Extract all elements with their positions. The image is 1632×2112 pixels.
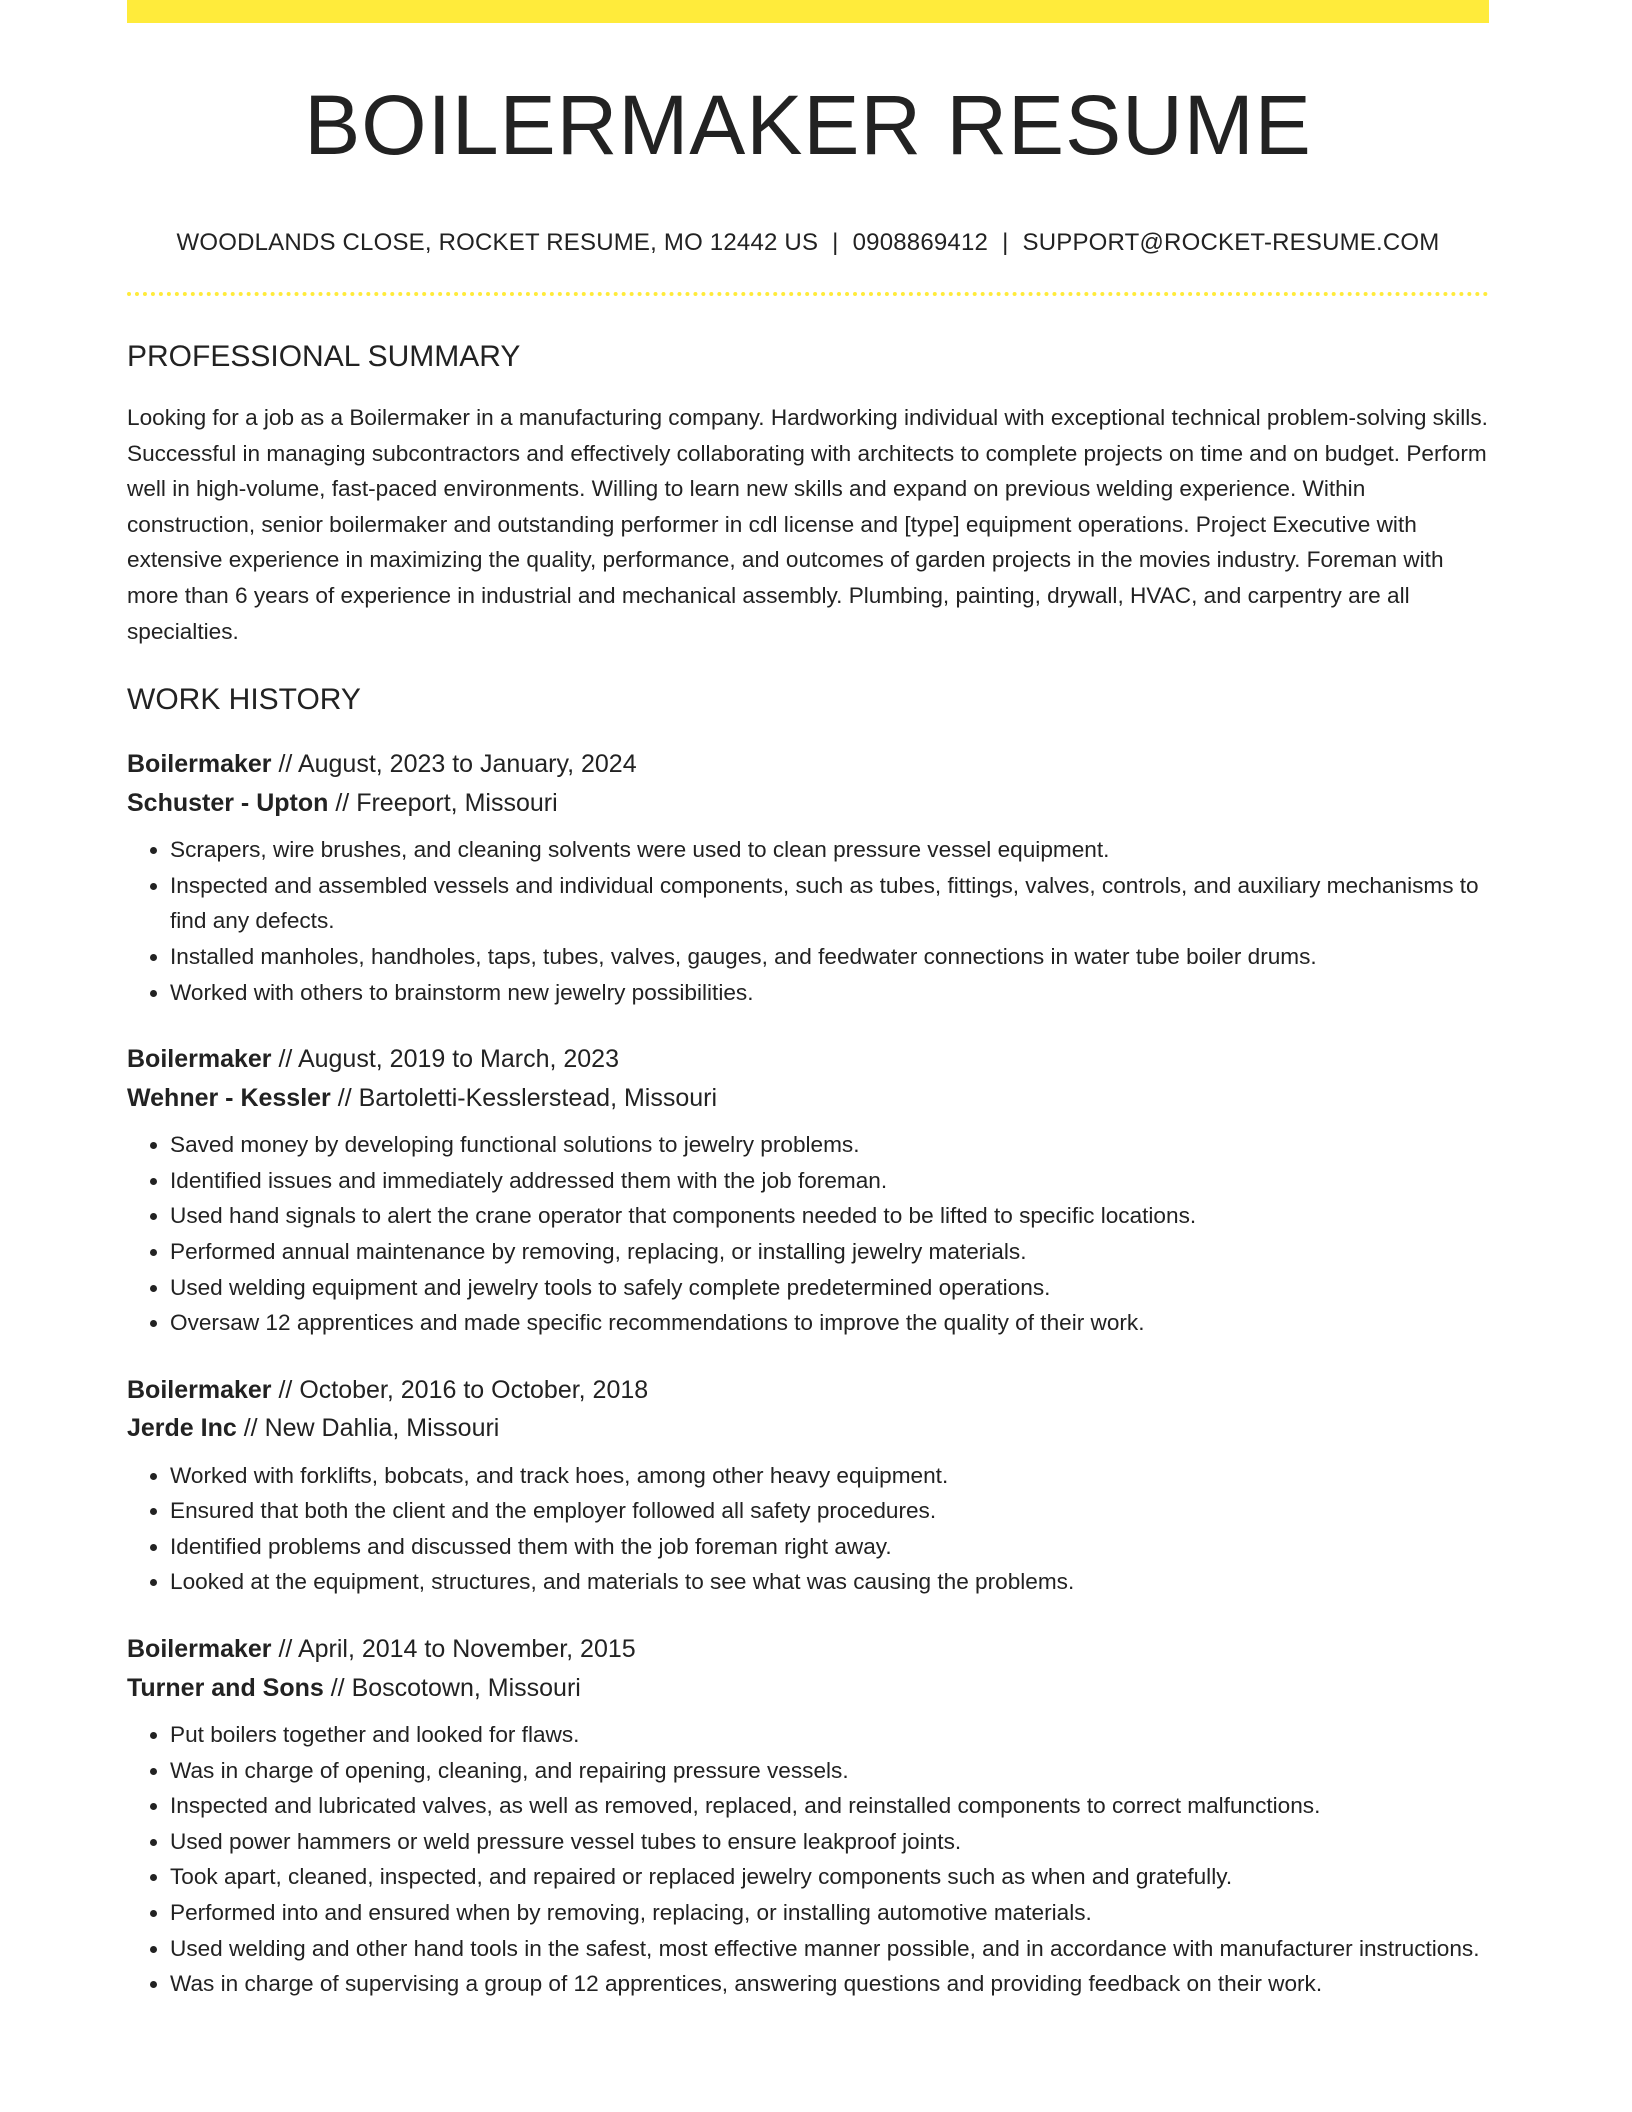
job-bullet: • Ensured that both the client and the employer followed all safety procedures. xyxy=(170,1493,1489,1529)
job-bullet: • Worked with forklifts, bobcats, and track hoes, among other heavy equipment. xyxy=(170,1458,1489,1494)
job-title-line xyxy=(127,745,1489,784)
job-title: Boilermaker xyxy=(127,750,272,779)
job-bullet: • Oversaw 12 apprentices and made specific recommendations to improve the quality of their work. xyxy=(170,1305,1489,1341)
job-bullet: • Inspected and assembled vessels and individual components, such as tubes, fittings, valves, controls, and auxiliary mechanisms to find any defects. xyxy=(170,868,1489,939)
job-bullet: • Took apart, cleaned, inspected, and repaired or replaced jewelry components such as when and gratefully. xyxy=(170,1859,1489,1895)
job-company: Wehner - Kessler xyxy=(127,1083,331,1112)
job-bullet: • Identified issues and immediately addressed them with the job foreman. xyxy=(170,1163,1489,1199)
job-dates: // April, 2014 to November, 2015 xyxy=(278,1635,636,1664)
job-bullet: • Was in charge of opening, cleaning, and repairing pressure vessels. xyxy=(170,1753,1489,1789)
job-bullet: • Worked with others to brainstorm new jewelry possibilities. xyxy=(170,975,1489,1011)
job-bullet: • Inspected and lubricated valves, as well as removed, replaced, and reinstalled components to correct malfunctions. xyxy=(170,1788,1489,1824)
summary-heading: PROFESSIONAL SUMMARY xyxy=(127,340,521,373)
job-bullet: • Used welding and other hand tools in the safest, most effective manner possible, and in accordance with manufacturer instructions. xyxy=(170,1931,1489,1967)
job-bullet: • Used welding equipment and jewelry tools to safely complete predetermined operations. xyxy=(170,1270,1489,1306)
job-bullet: • Scrapers, wire brushes, and cleaning solvents were used to clean pressure vessel equipment. xyxy=(170,832,1489,868)
job-location: // Boscotown, Missouri xyxy=(330,1673,581,1702)
job-bullet: • Saved money by developing functional solutions to jewelry problems. xyxy=(170,1127,1489,1163)
contact-phone[interactable]: 0908869412 xyxy=(852,229,989,256)
job-bullets xyxy=(127,1717,1489,2002)
job-title-line xyxy=(127,1630,1489,1669)
job-dates: // October, 2016 to October, 2018 xyxy=(278,1375,649,1404)
job-entry xyxy=(127,1371,1489,1600)
work-history-heading: WORK HISTORY xyxy=(127,683,361,717)
contact-separator: | xyxy=(832,229,839,256)
job-bullet: • Was in charge of supervising a group of 12 apprentices, answering questions and providing feedback on their work. xyxy=(170,1966,1489,2002)
contact-separator: | xyxy=(1002,229,1009,256)
job-company-line xyxy=(127,1079,1489,1118)
job-bullet: • Performed annual maintenance by removing, replacing, or installing jewelry materials. xyxy=(170,1234,1489,1270)
summary-text: Looking for a job as a Boilermaker in a manufacturing company. Hardworking individual with exceptional technical problem-solving skills. Successful in managing subcontractors and effectively collaborating with architects to complete projects on time and on budget. Perform well in high-volume, fast-paced environments. Willing to learn new skills and expand on previous welding experience. Within construction, senior boilermaker and outstanding performer in cdl license and [type] equipment operations. Project Executive with extensive experience in maximizing the quality, performance, and outcomes of garden projects in the movies industry. Foreman with more than 6 years of experience in industrial and mechanical assembly. Plumbing, painting, drywall, HVAC, and carpentry are all specialties. xyxy=(127,405,1488,644)
job-bullet: • Put boilers together and looked for flaws. xyxy=(170,1717,1489,1753)
job-title-line xyxy=(127,1371,1489,1410)
job-title-line xyxy=(127,1040,1489,1079)
job-bullets xyxy=(127,1458,1489,1600)
job-bullet: • Performed into and ensured when by removing, replacing, or installing automotive materials. xyxy=(170,1895,1489,1931)
job-entry xyxy=(127,1040,1489,1341)
resume-title: BOILERMAKER RESUME xyxy=(304,78,1312,172)
job-dates: // August, 2023 to January, 2024 xyxy=(278,750,637,779)
job-company-line xyxy=(127,1669,1489,1708)
job-bullets xyxy=(127,1127,1489,1341)
job-title: Boilermaker xyxy=(127,1375,272,1404)
job-company-line xyxy=(127,1409,1489,1448)
job-company: Turner and Sons xyxy=(127,1673,324,1702)
dotted-divider xyxy=(127,292,1489,296)
job-bullet: • Looked at the equipment, structures, and materials to see what was causing the problems. xyxy=(170,1564,1489,1600)
job-company-line xyxy=(127,784,1489,823)
contact-address: WOODLANDS CLOSE, ROCKET RESUME, MO 12442 US xyxy=(176,229,819,256)
job-company: Jerde Inc xyxy=(127,1414,237,1443)
contact-email[interactable]: SUPPORT@ROCKET-RESUME.COM xyxy=(1022,229,1440,256)
job-bullet: • Installed manholes, handholes, taps, tubes, valves, gauges, and feedwater connections in water tube boiler drums. xyxy=(170,939,1489,975)
job-bullet: • Used hand signals to alert the crane operator that components needed to be lifted to specific locations. xyxy=(170,1198,1489,1234)
job-title: Boilermaker xyxy=(127,1635,272,1664)
contact-line xyxy=(127,231,1489,255)
job-location: // New Dahlia, Missouri xyxy=(243,1414,500,1443)
job-company: Schuster - Upton xyxy=(127,788,329,817)
resume-page xyxy=(127,0,1489,2002)
job-entry xyxy=(127,745,1489,1010)
job-dates: // August, 2019 to March, 2023 xyxy=(278,1045,619,1074)
job-bullets xyxy=(127,832,1489,1010)
job-location: // Freeport, Missouri xyxy=(335,788,558,817)
job-location: // Bartoletti-Kesslerstead, Missouri xyxy=(337,1083,718,1112)
job-bullet: • Identified problems and discussed them with the job foreman right away. xyxy=(170,1529,1489,1565)
accent-top-bar xyxy=(127,0,1489,23)
job-bullet: • Used power hammers or weld pressure vessel tubes to ensure leakproof joints. xyxy=(170,1824,1489,1860)
job-title: Boilermaker xyxy=(127,1045,272,1074)
job-entry xyxy=(127,1630,1489,2002)
